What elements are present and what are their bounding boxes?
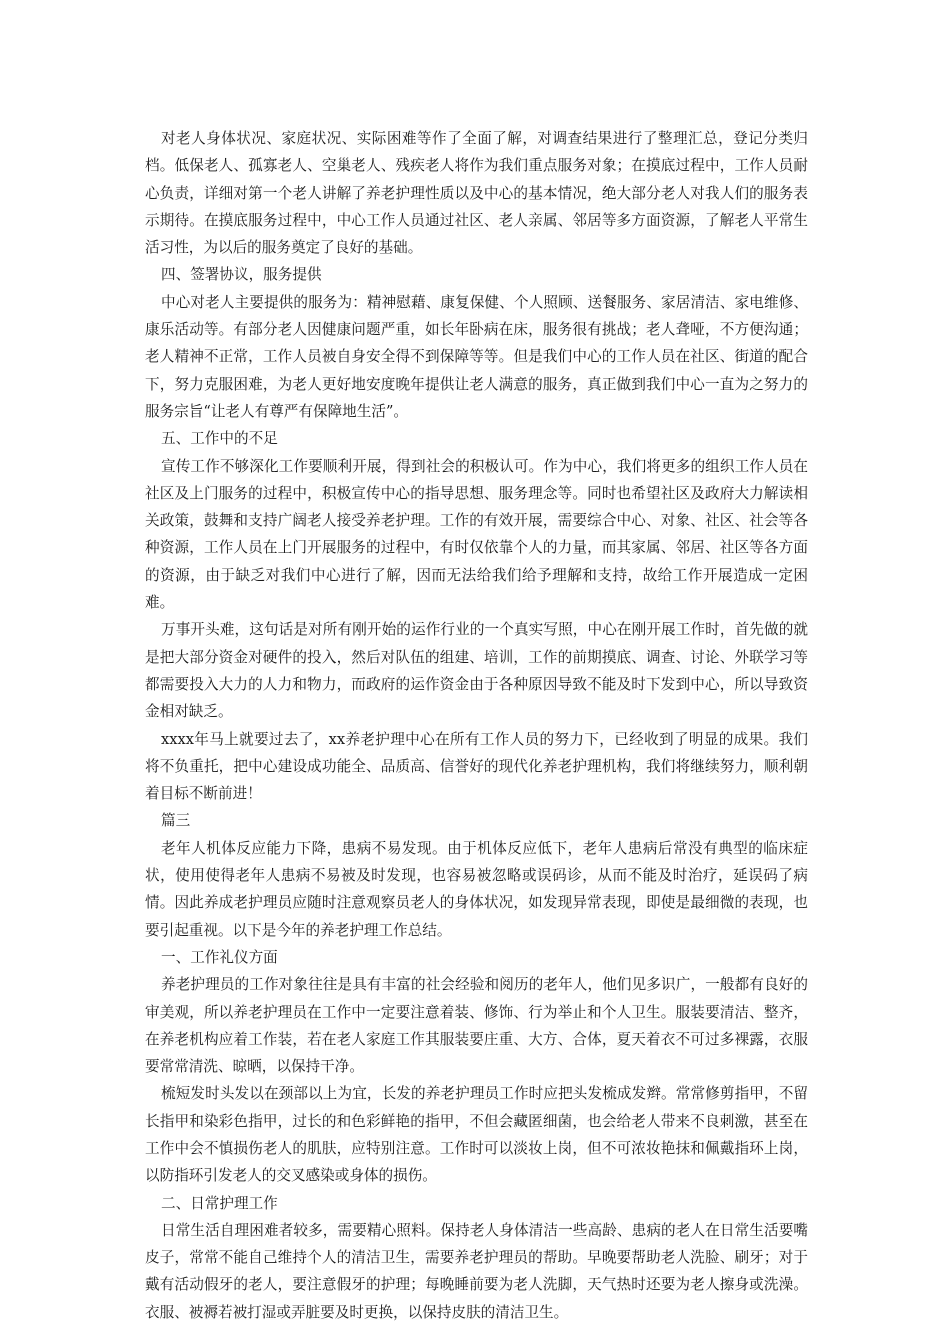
section-heading: 篇三: [161, 812, 191, 830]
paragraph: 梳短发时头发以在颈部以上为宜，长发的养老护理员工作时应把头发梳成发辫。常常修剪指甲，不留长指甲和染彩色指甲，过长的和色彩鲜艳的指甲，不但会藏匿细菌，也会给老人带来不良刺激，甚至在工作中会不慎损伤老人的肌肤，应特别注意。工作时可以淡妆上岗，但不可浓妆艳抹和佩戴指环上岗，以防指环引发老人的交叉感染或身体的损伤。: [145, 1085, 808, 1185]
paragraph: 万事开头难，这句话是对所有刚开始的运作行业的一个真实写照，中心在刚开展工作时，首先做的就是把大部分资金对硬件的投入，然后对队伍的组建、培训，工作的前期摸底、调查、讨论、外联学习等都需要投入大力的人力和物力，而政府的运作资金由于各种原因导致不能及时下发到中心，所以导致资金相对缺乏。: [145, 621, 808, 721]
section-heading: 四、签署协议，服务提供: [161, 266, 322, 284]
paragraph: 老年人机体反应能力下降，患病不易发现。由于机体反应低下，老年人患病后常没有典型的临床症状，使用使得老年人患病不易被及时发现，也容易被忽略或误码诊，从而不能及时治疗，延误码了病情。因此养成老护理员应随时注意观察员老人的身体状况，如发现异常表现，即使是最细微的表现，也要引起重视。以下是今年的养老护理工作总结。: [145, 839, 808, 939]
paragraph: 日常生活自理困难者较多，需要精心照料。保持老人身体清洁一些高龄、患病的老人在日常生活要嘴皮子，常常不能自己维持个人的清洁卫生，需要养老护理员的帮助。早晚要帮助老人洗脸、刷牙；对于戴有活动假牙的老人，要注意假牙的护理；每晚睡前要为老人洗脚，天气热时还要为老人擦身或洗澡。衣服、被褥若被打湿或弄脏要及时更换，以保持皮肤的清洁卫生。: [145, 1221, 808, 1321]
section-heading: 五、工作中的不足: [161, 430, 278, 448]
paragraph: 中心对老人主要提供的服务为：精神慰藉、康复保健、个人照顾、送餐服务、家居清洁、家电维修、康乐活动等。有部分老人因健康问题严重，如长年卧病在床，服务很有挑战；老人聋哑，不方便沟通；老人精神不正常，工作人员被自身安全得不到保障等等。但是我们中心的工作人员在社区、街道的配合下，努力克服困难，为老人更好地安度晚年提供让老人满意的服务，真正做到我们中心一直为之努力的服务宗旨“让老人有尊严有保障地生活”。: [145, 293, 808, 420]
paragraph: 宣传工作不够深化工作要顺利开展，得到社会的积极认可。作为中心，我们将更多的组织工作人员在社区及上门服务的过程中，积极宣传中心的指导思想、服务理念等。同时也希望社区及政府大力解读相关政策，鼓舞和支持广阔老人接受养老护理。工作的有效开展，需要综合中心、对象、社区、社会等各种资源，工作人员在上门开展服务的过程中，有时仅依靠个人的力量，而其家属、邻居、社区等各方面的资源，由于缺乏对我们中心进行了解，因而无法给我们给予理解和支持，故给工作开展造成一定困难。: [145, 457, 808, 612]
paragraph: 对老人身体状况、家庭状况、实际困难等作了全面了解，对调查结果进行了整理汇总，登记分类归档。低保老人、孤寡老人、空巢老人、残疾老人将作为我们重点服务对象；在摸底过程中，工作人员耐心负责，详细对第一个老人讲解了养老护理性质以及中心的基本情况，绝大部分老人对我人们的服务表示期待。在摸底服务过程中，中心工作人员通过社区、老人亲属、邻居等多方面资源，了解老人平常生活习性，为以后的服务奠定了良好的基础。: [145, 130, 808, 257]
section-heading: 二、日常护理工作: [161, 1194, 278, 1212]
paragraph: xxxx年马上就要过去了，xx养老护理中心在所有工作人员的努力下，已经收到了明显的成果。我们将不负重托，把中心建设成功能全、品质高、信誉好的现代化养老护理机构，我们将继续努力，顺利朝着目标不断前进！: [145, 730, 808, 803]
section-heading: 一、工作礼仪方面: [161, 948, 278, 966]
paragraph: 养老护理员的工作对象往往是具有丰富的社会经验和阅历的老年人，他们见多识广，一般都有良好的审美观，所以养老护理员在工作中一定要注意着装、修饰、行为举止和个人卫生。服装要清洁、整齐，在养老机构应着工作装，若在老人家庭工作其服装要庄重、大方、合体，夏天着衣不可过多裸露，衣服要常常清洗、晾晒，以保持干净。: [145, 976, 808, 1076]
document-page: [145, 125, 808, 1326]
